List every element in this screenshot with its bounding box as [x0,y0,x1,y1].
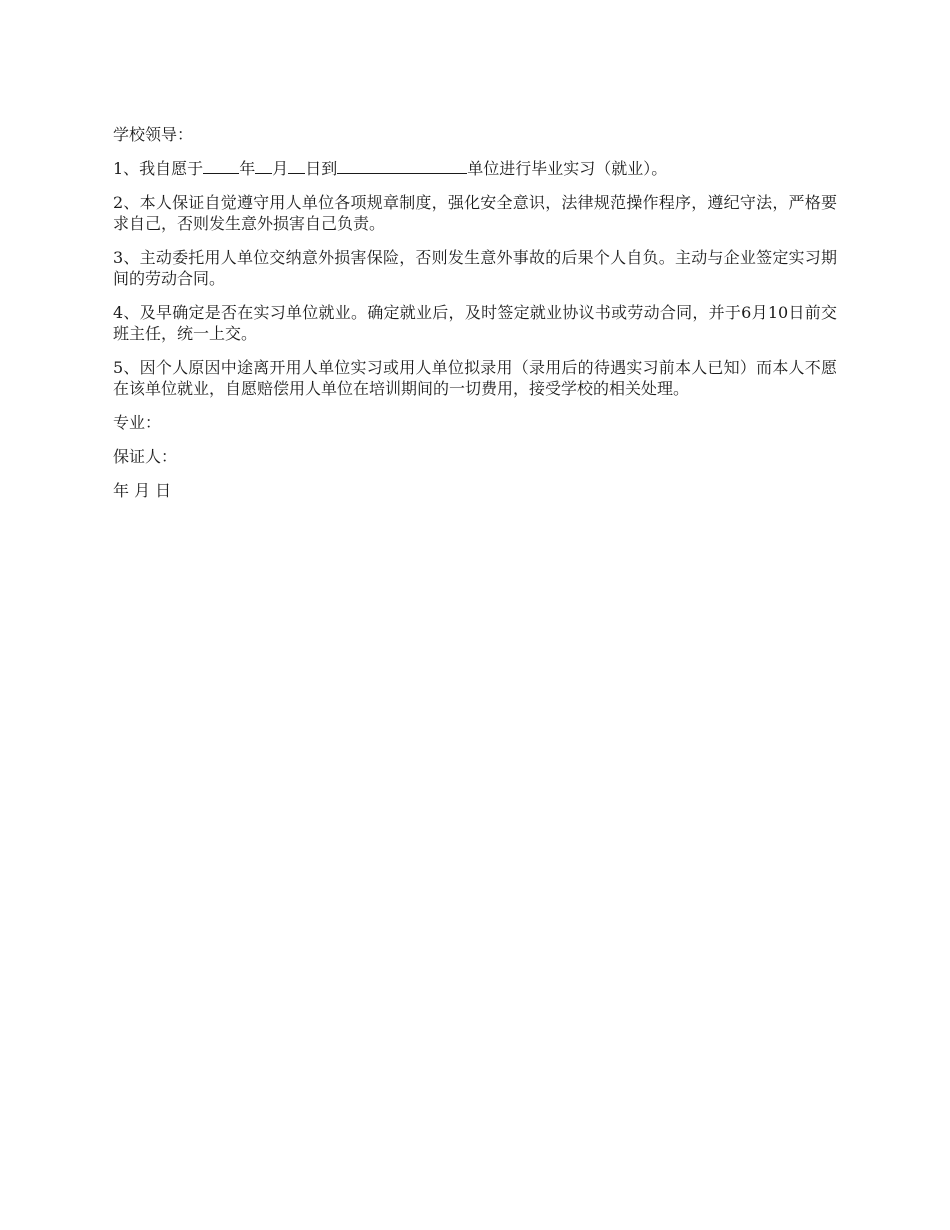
item-1 [113,158,837,179]
guarantor-label: 保证人： [113,447,178,466]
item-2: 2、本人保证自觉遵守用人单位各项规章制度，强化安全意识，法律规范操作程序，遵纪守法，严格要求自己，否则发生意外损害自己负责。 [113,193,837,233]
date-label: 年 月 日 [113,481,172,500]
item-5: 5、因个人原因中途离开用人单位实习或用人单位拟录用（录用后的待遇实习前本人已知）而本人不愿在该单位就业，自愿赔偿用人单位在培训期间的一切费用，接受学校的相关处理。 [113,358,837,398]
item-4: 4、及早确定是否在实习单位就业。确定就业后，及时签定就业协议书或劳动合同，并于6月10日前交班主任，统一上交。 [113,303,837,343]
year-blank [203,159,239,174]
year-label: 年 [239,159,256,178]
salutation: 学校领导： [113,125,194,144]
item-3: 3、主动委托用人单位交纳意外损害保险，否则发生意外事故的后果个人自负。主动与企业签定实习期间的劳动合同。 [113,248,837,288]
day-label: 日到 [305,159,338,178]
major-label: 专业： [113,413,162,432]
day-blank [288,159,305,174]
item-1-prefix: 1、我自愿于 [113,159,204,178]
month-label: 月 [272,159,289,178]
month-blank [255,159,272,174]
item-1-suffix: 单位进行毕业实习（就业）。 [467,159,668,178]
document-body [113,124,837,514]
unit-blank [337,159,467,174]
